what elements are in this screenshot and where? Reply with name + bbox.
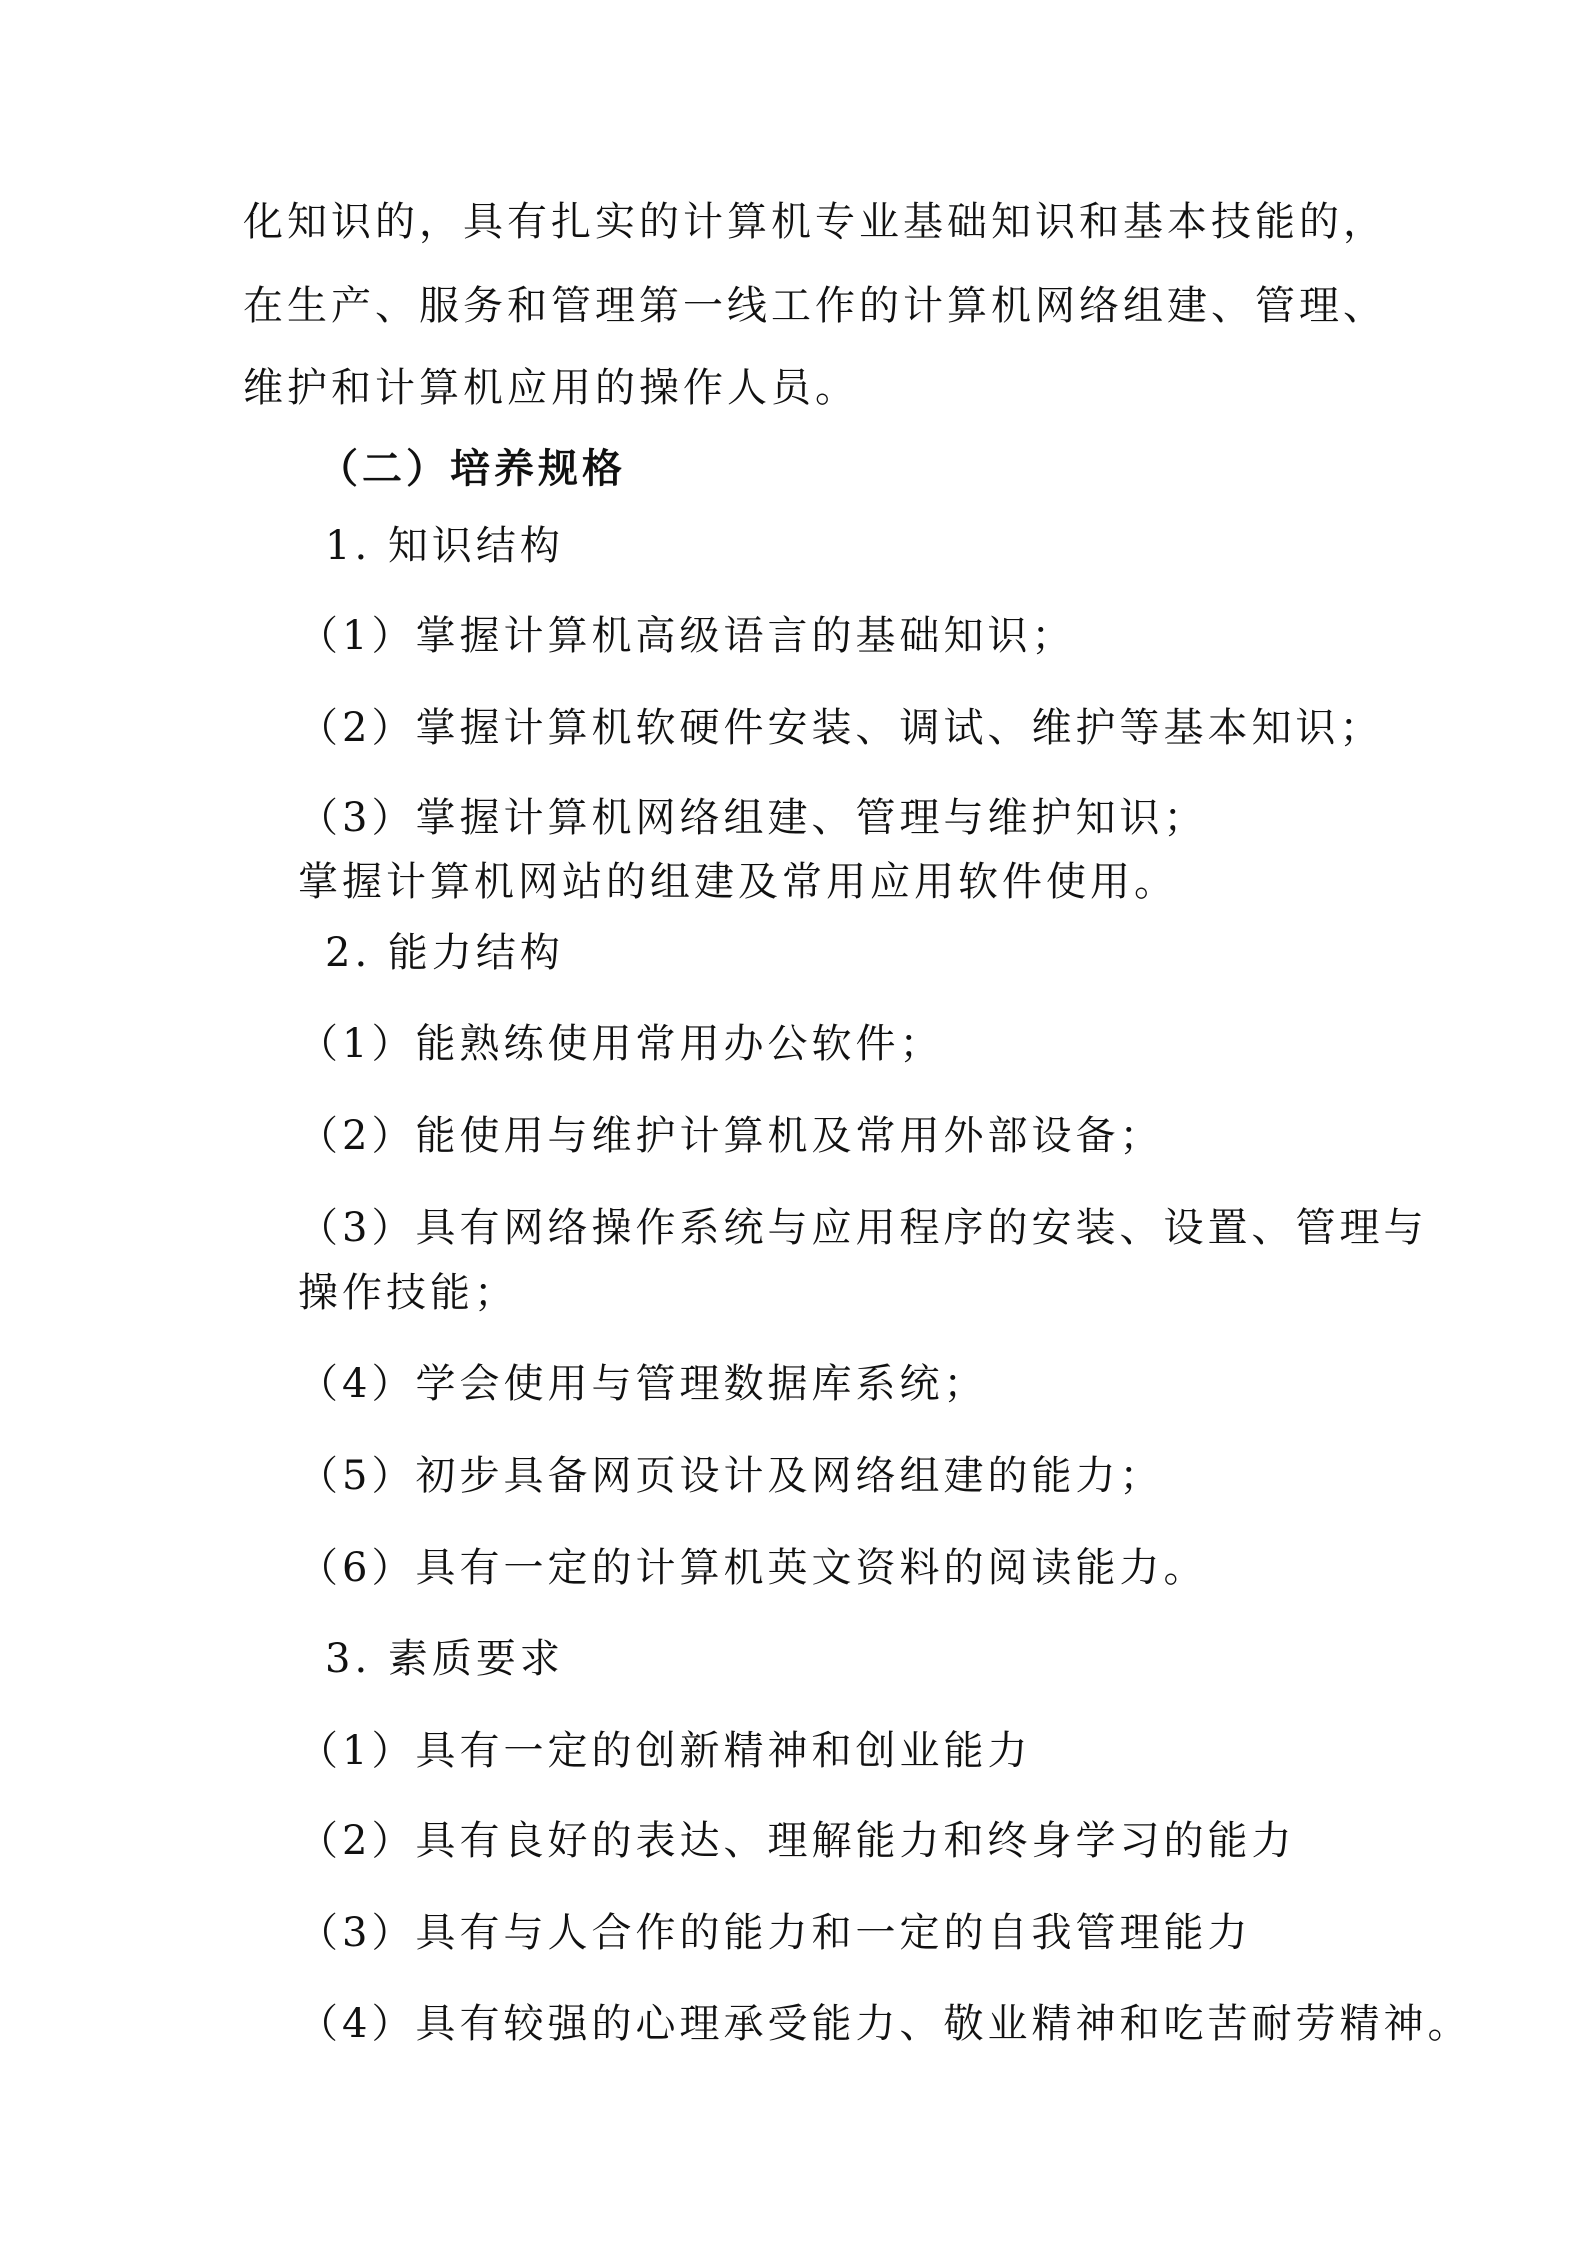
knowledge-title: 1. 知识结构 (325, 523, 564, 569)
ability-item-1: （1）能熟练使用常用办公软件； (298, 1021, 944, 1067)
knowledge-extra: 掌握计算机网站的组建及常用应用软件使用。 (298, 859, 1178, 905)
knowledge-item-2: （2）掌握计算机软硬件安装、调试、维护等基本知识； (298, 705, 1384, 751)
ability-title: 2. 能力结构 (325, 930, 564, 976)
ability-item-2: （2）能使用与维护计算机及常用外部设备； (298, 1113, 1164, 1159)
knowledge-item-3: （3）掌握计算机网络组建、管理与维护知识； (298, 795, 1208, 841)
quality-item-3: （3）具有与人合作的能力和一定的自我管理能力 (298, 1910, 1252, 1956)
quality-item-1: （1）具有一定的创新精神和创业能力 (298, 1728, 1032, 1774)
intro-line-3: 维护和计算机应用的操作人员。 (243, 365, 859, 411)
ability-item-3: （3）具有网络操作系统与应用程序的安装、设置、管理与 (298, 1205, 1428, 1251)
ability-item-3-continued: 操作技能； (298, 1270, 518, 1316)
ability-item-4: （4）学会使用与管理数据库系统； (298, 1361, 988, 1407)
ability-item-5: （5）初步具备网页设计及网络组建的能力； (298, 1453, 1164, 1499)
quality-item-4: （4）具有较强的心理承受能力、敬业精神和吃苦耐劳精神。 (298, 2001, 1472, 2047)
knowledge-item-1: （1）掌握计算机高级语言的基础知识； (298, 613, 1076, 659)
quality-title: 3. 素质要求 (325, 1636, 564, 1682)
intro-line-2: 在生产、服务和管理第一线工作的计算机网络组建、管理、 (243, 283, 1387, 329)
section-heading: （二）培养规格 (318, 445, 626, 492)
quality-item-2: （2）具有良好的表达、理解能力和终身学习的能力 (298, 1818, 1296, 1864)
ability-item-6: （6）具有一定的计算机英文资料的阅读能力。 (298, 1545, 1208, 1591)
intro-line-1: 化知识的，具有扎实的计算机专业基础知识和基本技能的， (243, 199, 1387, 245)
